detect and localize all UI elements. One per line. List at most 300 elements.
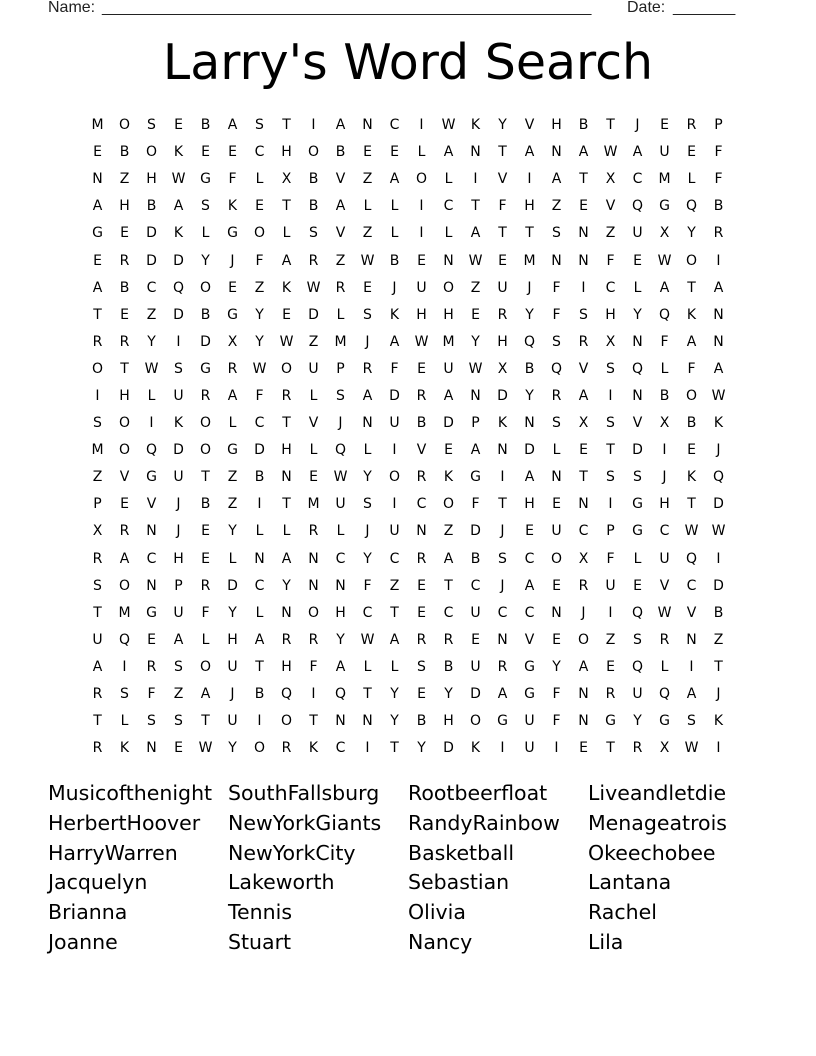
grid-letter: T bbox=[579, 171, 588, 188]
grid-letter: L bbox=[255, 171, 264, 188]
grid-letter: O bbox=[199, 442, 212, 459]
grid-letter: N bbox=[713, 333, 724, 350]
grid-letter: Z bbox=[551, 198, 562, 215]
grid-letter: W bbox=[657, 252, 672, 269]
word-list bbox=[48, 778, 768, 957]
grid-letter: R bbox=[119, 252, 130, 269]
grid-letter: N bbox=[497, 631, 508, 648]
grid-letter: K bbox=[119, 740, 130, 757]
grid-letter: O bbox=[442, 496, 455, 513]
grid-letter: B bbox=[524, 360, 535, 377]
grid-letter: J bbox=[662, 469, 667, 486]
grid-letter: G bbox=[146, 604, 157, 621]
grid-letter: N bbox=[335, 713, 346, 730]
grid-letter: C bbox=[254, 415, 265, 432]
grid-letter: G bbox=[92, 225, 103, 242]
grid-letter: G bbox=[659, 713, 670, 730]
grid-letter: D bbox=[254, 442, 265, 459]
grid-letter: V bbox=[335, 225, 346, 242]
grid-letter: O bbox=[199, 658, 212, 675]
grid-letter: A bbox=[713, 279, 724, 296]
grid-letter: D bbox=[470, 686, 481, 703]
grid-letter: F bbox=[228, 171, 237, 188]
grid-letter: Q bbox=[631, 604, 644, 621]
grid-letter: W bbox=[171, 171, 186, 188]
grid-letter: S bbox=[174, 658, 183, 675]
grid-letter: T bbox=[93, 713, 102, 730]
grid-letter: C bbox=[254, 144, 265, 161]
grid-letter: Q bbox=[145, 442, 158, 459]
grid-letter: A bbox=[443, 387, 454, 404]
grid-letter: A bbox=[578, 658, 589, 675]
grid-letter: H bbox=[443, 306, 454, 323]
grid-letter: C bbox=[524, 604, 535, 621]
grid-letter: U bbox=[173, 387, 184, 404]
grid-letter: C bbox=[146, 550, 157, 567]
grid-letter: Y bbox=[201, 252, 210, 269]
grid-letter: U bbox=[470, 658, 481, 675]
grid-letter: K bbox=[443, 469, 454, 486]
grid-letter: B bbox=[713, 604, 724, 621]
grid-letter: A bbox=[173, 198, 184, 215]
grid-letter: U bbox=[605, 577, 616, 594]
grid-letter: V bbox=[605, 198, 616, 215]
grid-letter: U bbox=[227, 713, 238, 730]
grid-letter: N bbox=[146, 577, 157, 594]
grid-letter: I bbox=[716, 740, 721, 757]
grid-letter: T bbox=[498, 225, 507, 242]
grid-letter: P bbox=[714, 117, 723, 134]
grid-letter: X bbox=[605, 333, 616, 350]
grid-letter: J bbox=[392, 279, 397, 296]
grid-row bbox=[84, 302, 732, 329]
grid-letter: B bbox=[578, 117, 589, 134]
grid-letter: Q bbox=[631, 360, 644, 377]
grid-letter: J bbox=[500, 577, 505, 594]
grid-letter: T bbox=[282, 415, 291, 432]
grid-letter: E bbox=[93, 252, 102, 269]
grid-letter: X bbox=[578, 550, 589, 567]
grid-letter: Q bbox=[118, 631, 131, 648]
grid-letter: E bbox=[201, 523, 210, 540]
word-search-grid bbox=[84, 112, 732, 762]
grid-letter: E bbox=[444, 442, 453, 459]
grid-letter: O bbox=[280, 360, 293, 377]
grid-letter: W bbox=[684, 740, 699, 757]
grid-letter: S bbox=[147, 713, 156, 730]
grid-letter: A bbox=[335, 658, 346, 675]
grid-letter: T bbox=[390, 740, 399, 757]
grid-letter: E bbox=[417, 360, 426, 377]
grid-letter: Y bbox=[525, 306, 534, 323]
word-list-item: Okeechobee bbox=[588, 840, 716, 865]
grid-letter: N bbox=[92, 171, 103, 188]
grid-letter: A bbox=[335, 117, 346, 134]
grid-letter: I bbox=[473, 171, 478, 188]
grid-letter: T bbox=[309, 713, 318, 730]
grid-letter: S bbox=[633, 631, 642, 648]
grid-letter: Z bbox=[713, 631, 724, 648]
grid-letter: C bbox=[335, 740, 346, 757]
grid-letter: A bbox=[227, 117, 238, 134]
grid-letter: D bbox=[524, 442, 535, 459]
grid-letter: D bbox=[632, 442, 643, 459]
grid-letter: W bbox=[279, 333, 294, 350]
grid-letter: F bbox=[201, 604, 210, 621]
grid-letter: F bbox=[714, 171, 723, 188]
grid-letter: R bbox=[416, 387, 427, 404]
grid-letter: X bbox=[659, 740, 670, 757]
worksheet-header bbox=[48, 0, 748, 19]
grid-letter: I bbox=[149, 415, 154, 432]
grid-letter: F bbox=[606, 550, 615, 567]
grid-letter: L bbox=[336, 306, 345, 323]
grid-letter: N bbox=[578, 496, 589, 513]
grid-letter: S bbox=[255, 117, 264, 134]
grid-row bbox=[84, 573, 732, 600]
grid-letter: Y bbox=[525, 387, 534, 404]
grid-letter: X bbox=[578, 415, 589, 432]
grid-letter: L bbox=[633, 279, 642, 296]
grid-letter: E bbox=[579, 198, 588, 215]
grid-letter: G bbox=[227, 225, 238, 242]
grid-letter: E bbox=[579, 442, 588, 459]
grid-letter: E bbox=[120, 306, 129, 323]
grid-letter: F bbox=[363, 577, 372, 594]
grid-letter: F bbox=[471, 496, 480, 513]
grid-letter: Y bbox=[363, 469, 372, 486]
grid-letter: Y bbox=[471, 333, 480, 350]
grid-letter: H bbox=[416, 306, 427, 323]
grid-letter: O bbox=[118, 117, 131, 134]
grid-letter: H bbox=[335, 604, 346, 621]
word-list-item: Lantana bbox=[588, 870, 672, 895]
grid-letter: H bbox=[227, 631, 238, 648]
grid-letter: L bbox=[201, 225, 210, 242]
grid-letter: L bbox=[201, 631, 210, 648]
grid-letter: P bbox=[471, 415, 480, 432]
grid-letter: O bbox=[118, 442, 131, 459]
grid-letter: E bbox=[228, 144, 237, 161]
grid-letter: A bbox=[578, 387, 589, 404]
grid-letter: C bbox=[632, 171, 643, 188]
grid-letter: E bbox=[660, 117, 669, 134]
grid-letter: R bbox=[362, 360, 373, 377]
grid-letter: G bbox=[524, 658, 535, 675]
grid-row bbox=[84, 600, 732, 627]
grid-letter: X bbox=[659, 415, 670, 432]
grid-letter: V bbox=[524, 117, 535, 134]
grid-letter: A bbox=[443, 550, 454, 567]
grid-letter: G bbox=[470, 469, 481, 486]
grid-letter: D bbox=[713, 496, 724, 513]
grid-letter: Y bbox=[390, 686, 399, 703]
grid-letter: I bbox=[419, 117, 424, 134]
grid-row bbox=[84, 139, 732, 166]
grid-letter: O bbox=[307, 144, 320, 161]
grid-letter: N bbox=[470, 387, 481, 404]
grid-letter: E bbox=[363, 279, 372, 296]
grid-letter: G bbox=[227, 442, 238, 459]
grid-letter: J bbox=[230, 252, 235, 269]
grid-letter: S bbox=[201, 198, 210, 215]
grid-letter: Y bbox=[363, 550, 372, 567]
grid-letter: S bbox=[93, 577, 102, 594]
grid-letter: T bbox=[471, 198, 480, 215]
grid-letter: W bbox=[684, 523, 699, 540]
grid-letter: I bbox=[500, 469, 505, 486]
grid-letter: K bbox=[470, 117, 481, 134]
page-title: Larry's Word Search bbox=[162, 34, 654, 91]
grid-letter: G bbox=[659, 198, 670, 215]
grid-letter: H bbox=[524, 496, 535, 513]
grid-letter: I bbox=[500, 740, 505, 757]
grid-letter: I bbox=[176, 333, 181, 350]
grid-letter: A bbox=[335, 198, 346, 215]
grid-row bbox=[84, 708, 732, 735]
grid-letter: F bbox=[255, 252, 264, 269]
grid-letter: Z bbox=[605, 631, 616, 648]
grid-letter: L bbox=[363, 442, 372, 459]
grid-letter: U bbox=[443, 360, 454, 377]
grid-letter: V bbox=[524, 631, 535, 648]
grid-letter: L bbox=[255, 604, 264, 621]
grid-letter: A bbox=[524, 469, 535, 486]
grid-letter: W bbox=[360, 252, 375, 269]
grid-letter: Z bbox=[119, 171, 130, 188]
grid-letter: N bbox=[578, 225, 589, 242]
grid-letter: U bbox=[173, 469, 184, 486]
grid-letter: I bbox=[392, 496, 397, 513]
grid-letter: O bbox=[685, 387, 698, 404]
word-list-item: Joanne bbox=[48, 929, 118, 954]
grid-letter: U bbox=[524, 740, 535, 757]
grid-letter: H bbox=[281, 144, 292, 161]
grid-letter: T bbox=[498, 496, 507, 513]
grid-letter: R bbox=[308, 523, 319, 540]
grid-letter: T bbox=[579, 469, 588, 486]
grid-letter: R bbox=[605, 686, 616, 703]
grid-letter: Z bbox=[335, 252, 346, 269]
grid-letter: B bbox=[470, 550, 481, 567]
grid-letter: W bbox=[441, 117, 456, 134]
grid-letter: C bbox=[416, 496, 427, 513]
grid-letter: U bbox=[227, 658, 238, 675]
grid-letter: X bbox=[227, 333, 238, 350]
grid-letter: L bbox=[255, 523, 264, 540]
grid-row bbox=[84, 518, 732, 545]
grid-letter: N bbox=[335, 577, 346, 594]
grid-letter: L bbox=[390, 225, 399, 242]
grid-letter: I bbox=[392, 442, 397, 459]
grid-letter: W bbox=[711, 387, 726, 404]
grid-letter: C bbox=[443, 604, 454, 621]
grid-letter: S bbox=[498, 550, 507, 567]
grid-letter: E bbox=[417, 686, 426, 703]
grid-letter: F bbox=[147, 686, 156, 703]
grid-letter: U bbox=[659, 144, 670, 161]
grid-letter: T bbox=[93, 306, 102, 323]
grid-letter: U bbox=[335, 496, 346, 513]
grid-letter: N bbox=[146, 523, 157, 540]
grid-letter: J bbox=[176, 496, 181, 513]
grid-letter: J bbox=[581, 604, 586, 621]
grid-letter: Z bbox=[470, 279, 481, 296]
grid-letter: V bbox=[632, 415, 643, 432]
grid-letter: F bbox=[552, 306, 561, 323]
grid-letter: R bbox=[146, 658, 157, 675]
grid-letter: A bbox=[470, 225, 481, 242]
word-list-item: Musicofthenight bbox=[48, 781, 213, 805]
grid-letter: S bbox=[552, 333, 561, 350]
grid-letter: U bbox=[92, 631, 103, 648]
grid-letter: I bbox=[257, 496, 262, 513]
grid-letter: Y bbox=[417, 740, 426, 757]
grid-letter: Z bbox=[227, 469, 238, 486]
grid-letter: V bbox=[335, 171, 346, 188]
grid-letter: R bbox=[497, 658, 508, 675]
grid-letter: H bbox=[281, 658, 292, 675]
grid-letter: W bbox=[468, 360, 483, 377]
grid-letter: A bbox=[92, 279, 103, 296]
grid-letter: P bbox=[174, 577, 183, 594]
grid-letter: N bbox=[551, 144, 562, 161]
word-list-item: Rootbeerfloat bbox=[408, 781, 548, 805]
word-list-item: Nancy bbox=[408, 929, 473, 954]
grid-letter: R bbox=[281, 387, 292, 404]
grid-letter: R bbox=[713, 225, 724, 242]
grid-letter: G bbox=[605, 713, 616, 730]
grid-letter: V bbox=[659, 577, 670, 594]
grid-letter: L bbox=[309, 387, 318, 404]
grid-letter: K bbox=[173, 144, 184, 161]
grid-letter: U bbox=[470, 604, 481, 621]
grid-letter: G bbox=[497, 713, 508, 730]
grid-letter: Y bbox=[228, 740, 237, 757]
grid-letter: W bbox=[333, 469, 348, 486]
grid-letter: N bbox=[308, 550, 319, 567]
word-list-item: Liveandletdie bbox=[588, 781, 727, 805]
grid-letter: K bbox=[308, 740, 319, 757]
grid-letter: K bbox=[686, 306, 697, 323]
grid-letter: U bbox=[551, 523, 562, 540]
grid-letter: T bbox=[282, 117, 291, 134]
grid-letter: H bbox=[659, 496, 670, 513]
grid-letter: R bbox=[497, 306, 508, 323]
grid-letter: E bbox=[525, 523, 534, 540]
grid-letter: O bbox=[307, 604, 320, 621]
grid-letter: F bbox=[606, 252, 615, 269]
grid-letter: X bbox=[281, 171, 292, 188]
grid-letter: H bbox=[119, 198, 130, 215]
grid-letter: E bbox=[174, 117, 183, 134]
grid-letter: M bbox=[118, 604, 131, 621]
grid-letter: N bbox=[632, 333, 643, 350]
grid-letter: Z bbox=[92, 469, 103, 486]
grid-letter: J bbox=[716, 442, 721, 459]
grid-letter: D bbox=[497, 387, 508, 404]
grid-letter: F bbox=[552, 279, 561, 296]
grid-letter: A bbox=[119, 550, 130, 567]
grid-letter: R bbox=[659, 631, 670, 648]
grid-letter: U bbox=[389, 415, 400, 432]
grid-letter: G bbox=[632, 496, 643, 513]
grid-letter: T bbox=[444, 577, 453, 594]
grid-letter: K bbox=[227, 198, 238, 215]
grid-letter: A bbox=[524, 577, 535, 594]
grid-letter: Z bbox=[227, 496, 238, 513]
grid-letter: J bbox=[500, 523, 505, 540]
grid-letter: R bbox=[632, 740, 643, 757]
grid-letter: Z bbox=[362, 171, 373, 188]
grid-letter: S bbox=[606, 415, 615, 432]
grid-letter: N bbox=[551, 252, 562, 269]
grid-letter: B bbox=[200, 117, 211, 134]
grid-letter: N bbox=[308, 577, 319, 594]
grid-letter: Y bbox=[687, 225, 696, 242]
grid-letter: L bbox=[633, 550, 642, 567]
grid-letter: W bbox=[252, 360, 267, 377]
grid-letter: V bbox=[578, 360, 589, 377]
grid-letter: W bbox=[711, 523, 726, 540]
grid-letter: X bbox=[497, 360, 508, 377]
grid-letter: C bbox=[686, 577, 697, 594]
grid-letter: O bbox=[118, 577, 131, 594]
grid-letter: Y bbox=[228, 523, 237, 540]
grid-letter: R bbox=[416, 469, 427, 486]
grid-letter: A bbox=[92, 658, 103, 675]
word-list-item: Basketball bbox=[408, 840, 515, 865]
grid-letter: S bbox=[147, 117, 156, 134]
grid-row bbox=[84, 193, 732, 220]
grid-letter: F bbox=[498, 198, 507, 215]
grid-letter: E bbox=[282, 306, 291, 323]
name-label: Name: bbox=[48, 0, 96, 16]
grid-letter: T bbox=[525, 225, 534, 242]
word-list-item: Stuart bbox=[228, 929, 292, 954]
grid-letter: U bbox=[524, 713, 535, 730]
word-list-item: Sebastian bbox=[408, 870, 510, 895]
grid-letter: U bbox=[659, 550, 670, 567]
word-list-item: RandyRainbow bbox=[408, 810, 560, 835]
grid-letter: H bbox=[524, 198, 535, 215]
grid-letter: Y bbox=[147, 333, 156, 350]
grid-letter: N bbox=[551, 469, 562, 486]
grid-letter: Q bbox=[550, 360, 563, 377]
grid-letter: L bbox=[282, 523, 291, 540]
grid-letter: Q bbox=[712, 469, 725, 486]
grid-letter: N bbox=[524, 415, 535, 432]
grid-letter: S bbox=[309, 225, 318, 242]
grid-letter: V bbox=[416, 442, 427, 459]
grid-letter: T bbox=[687, 496, 696, 513]
grid-letter: N bbox=[281, 469, 292, 486]
grid-letter: A bbox=[200, 686, 211, 703]
grid-letter: V bbox=[686, 604, 697, 621]
grid-letter: V bbox=[497, 171, 508, 188]
grid-letter: Y bbox=[255, 306, 264, 323]
grid-letter: B bbox=[254, 469, 265, 486]
grid-letter: S bbox=[174, 360, 183, 377]
grid-letter: T bbox=[201, 713, 210, 730]
grid-row bbox=[84, 654, 732, 681]
grid-letter: E bbox=[552, 577, 561, 594]
word-list-item: Olivia bbox=[408, 900, 466, 925]
grid-letter: V bbox=[146, 496, 157, 513]
grid-letter: O bbox=[388, 469, 401, 486]
grid-letter: B bbox=[254, 686, 265, 703]
grid-letter: I bbox=[716, 550, 721, 567]
